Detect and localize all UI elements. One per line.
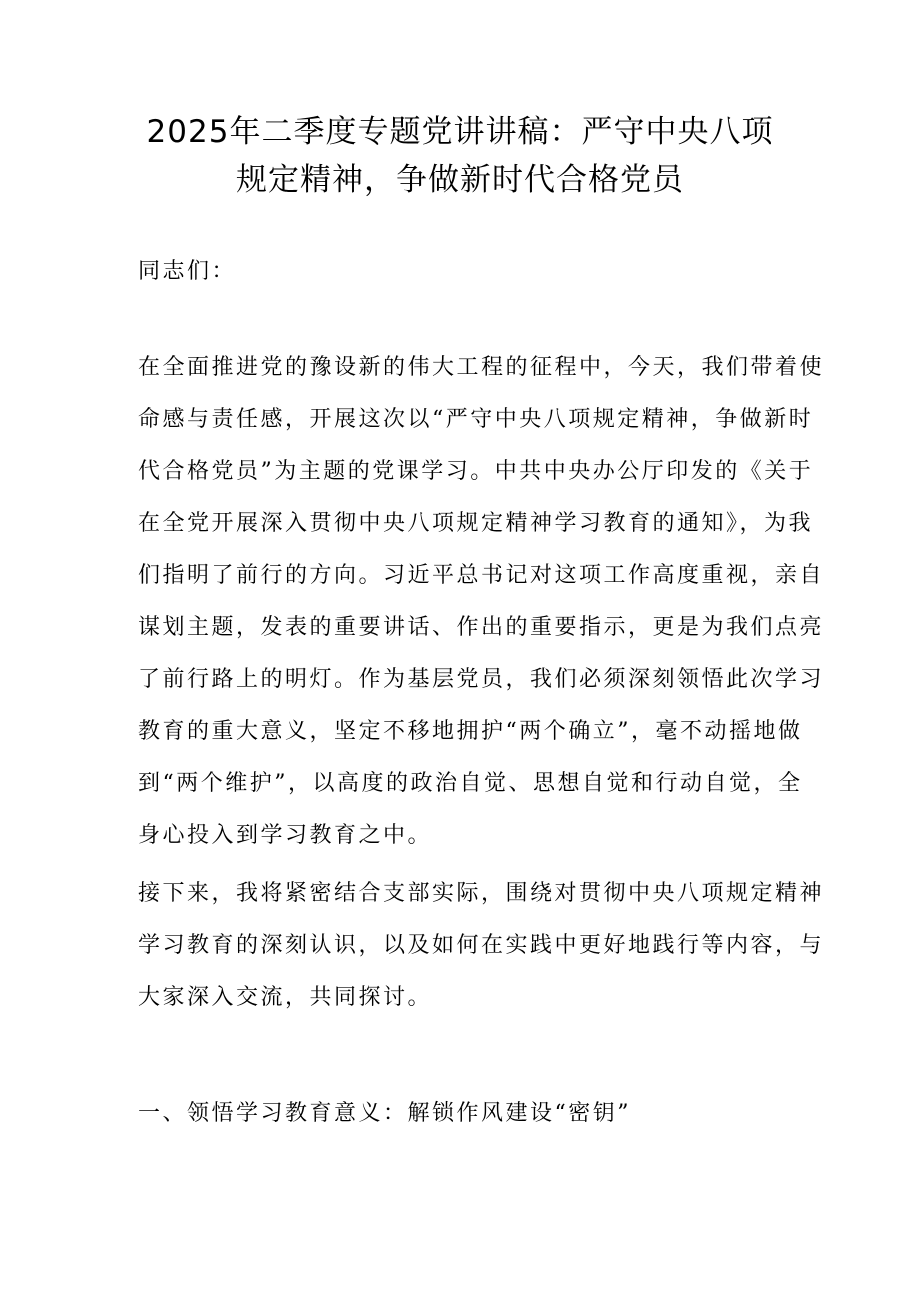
paragraph-line: 们指明了前行的方向。习近平总书记对这项工作高度重视，亲自 — [138, 563, 825, 588]
paragraph-intro — [138, 342, 825, 862]
paragraph-outline — [138, 868, 825, 1024]
paragraph-line: 到“两个维护”，以高度的政治自觉、思想自觉和行动自觉，全 — [138, 771, 803, 796]
paragraph-line: 学习教育的深刻认识，以及如何在实践中更好地践行等内容，与 — [138, 933, 825, 958]
paragraph-line: 代合格党员”为主题的党课学习。中共中央办公厅印发的《关于 — [138, 459, 814, 484]
paragraph-line: 身心投入到学习教育之中。 — [138, 823, 433, 848]
paragraph-line: 在全党开展深入贯彻中央八项规定精神学习教育的通知》，为我 — [138, 511, 814, 536]
paragraph-line: 接下来，我将紧密结合支部实际，围绕对贯彻中央八项规定精神 — [138, 881, 825, 906]
section-heading-1: 一、领悟学习教育意义：解锁作风建设“密钥” — [138, 1101, 631, 1126]
paragraph-line: 大家深入交流，共同探讨。 — [138, 985, 433, 1010]
document-title — [130, 108, 790, 204]
title-line-1: 2025年二季度专题党讲讲稿：严守中央八项 — [146, 114, 774, 150]
paragraph-line: 教育的重大意义，坚定不移地拥护“两个确立”，毫不动摇地做 — [138, 719, 803, 744]
paragraph-line: 谋划主题，发表的重要讲话、作出的重要指示，更是为我们点亮 — [138, 615, 825, 640]
paragraph-line: 了前行路上的明灯。作为基层党员，我们必须深刻领悟此次学习 — [138, 667, 825, 692]
paragraph-line: 命感与责任感，开展这次以“严守中央八项规定精神，争做新时 — [138, 407, 814, 432]
paragraph-line: 在全面推进党的豫设新的伟大工程的征程中，今天，我们带着使 — [138, 355, 825, 380]
salutation: 同志们： — [138, 259, 237, 284]
title-line-2: 规定精神，争做新时代合格党员 — [236, 162, 684, 198]
